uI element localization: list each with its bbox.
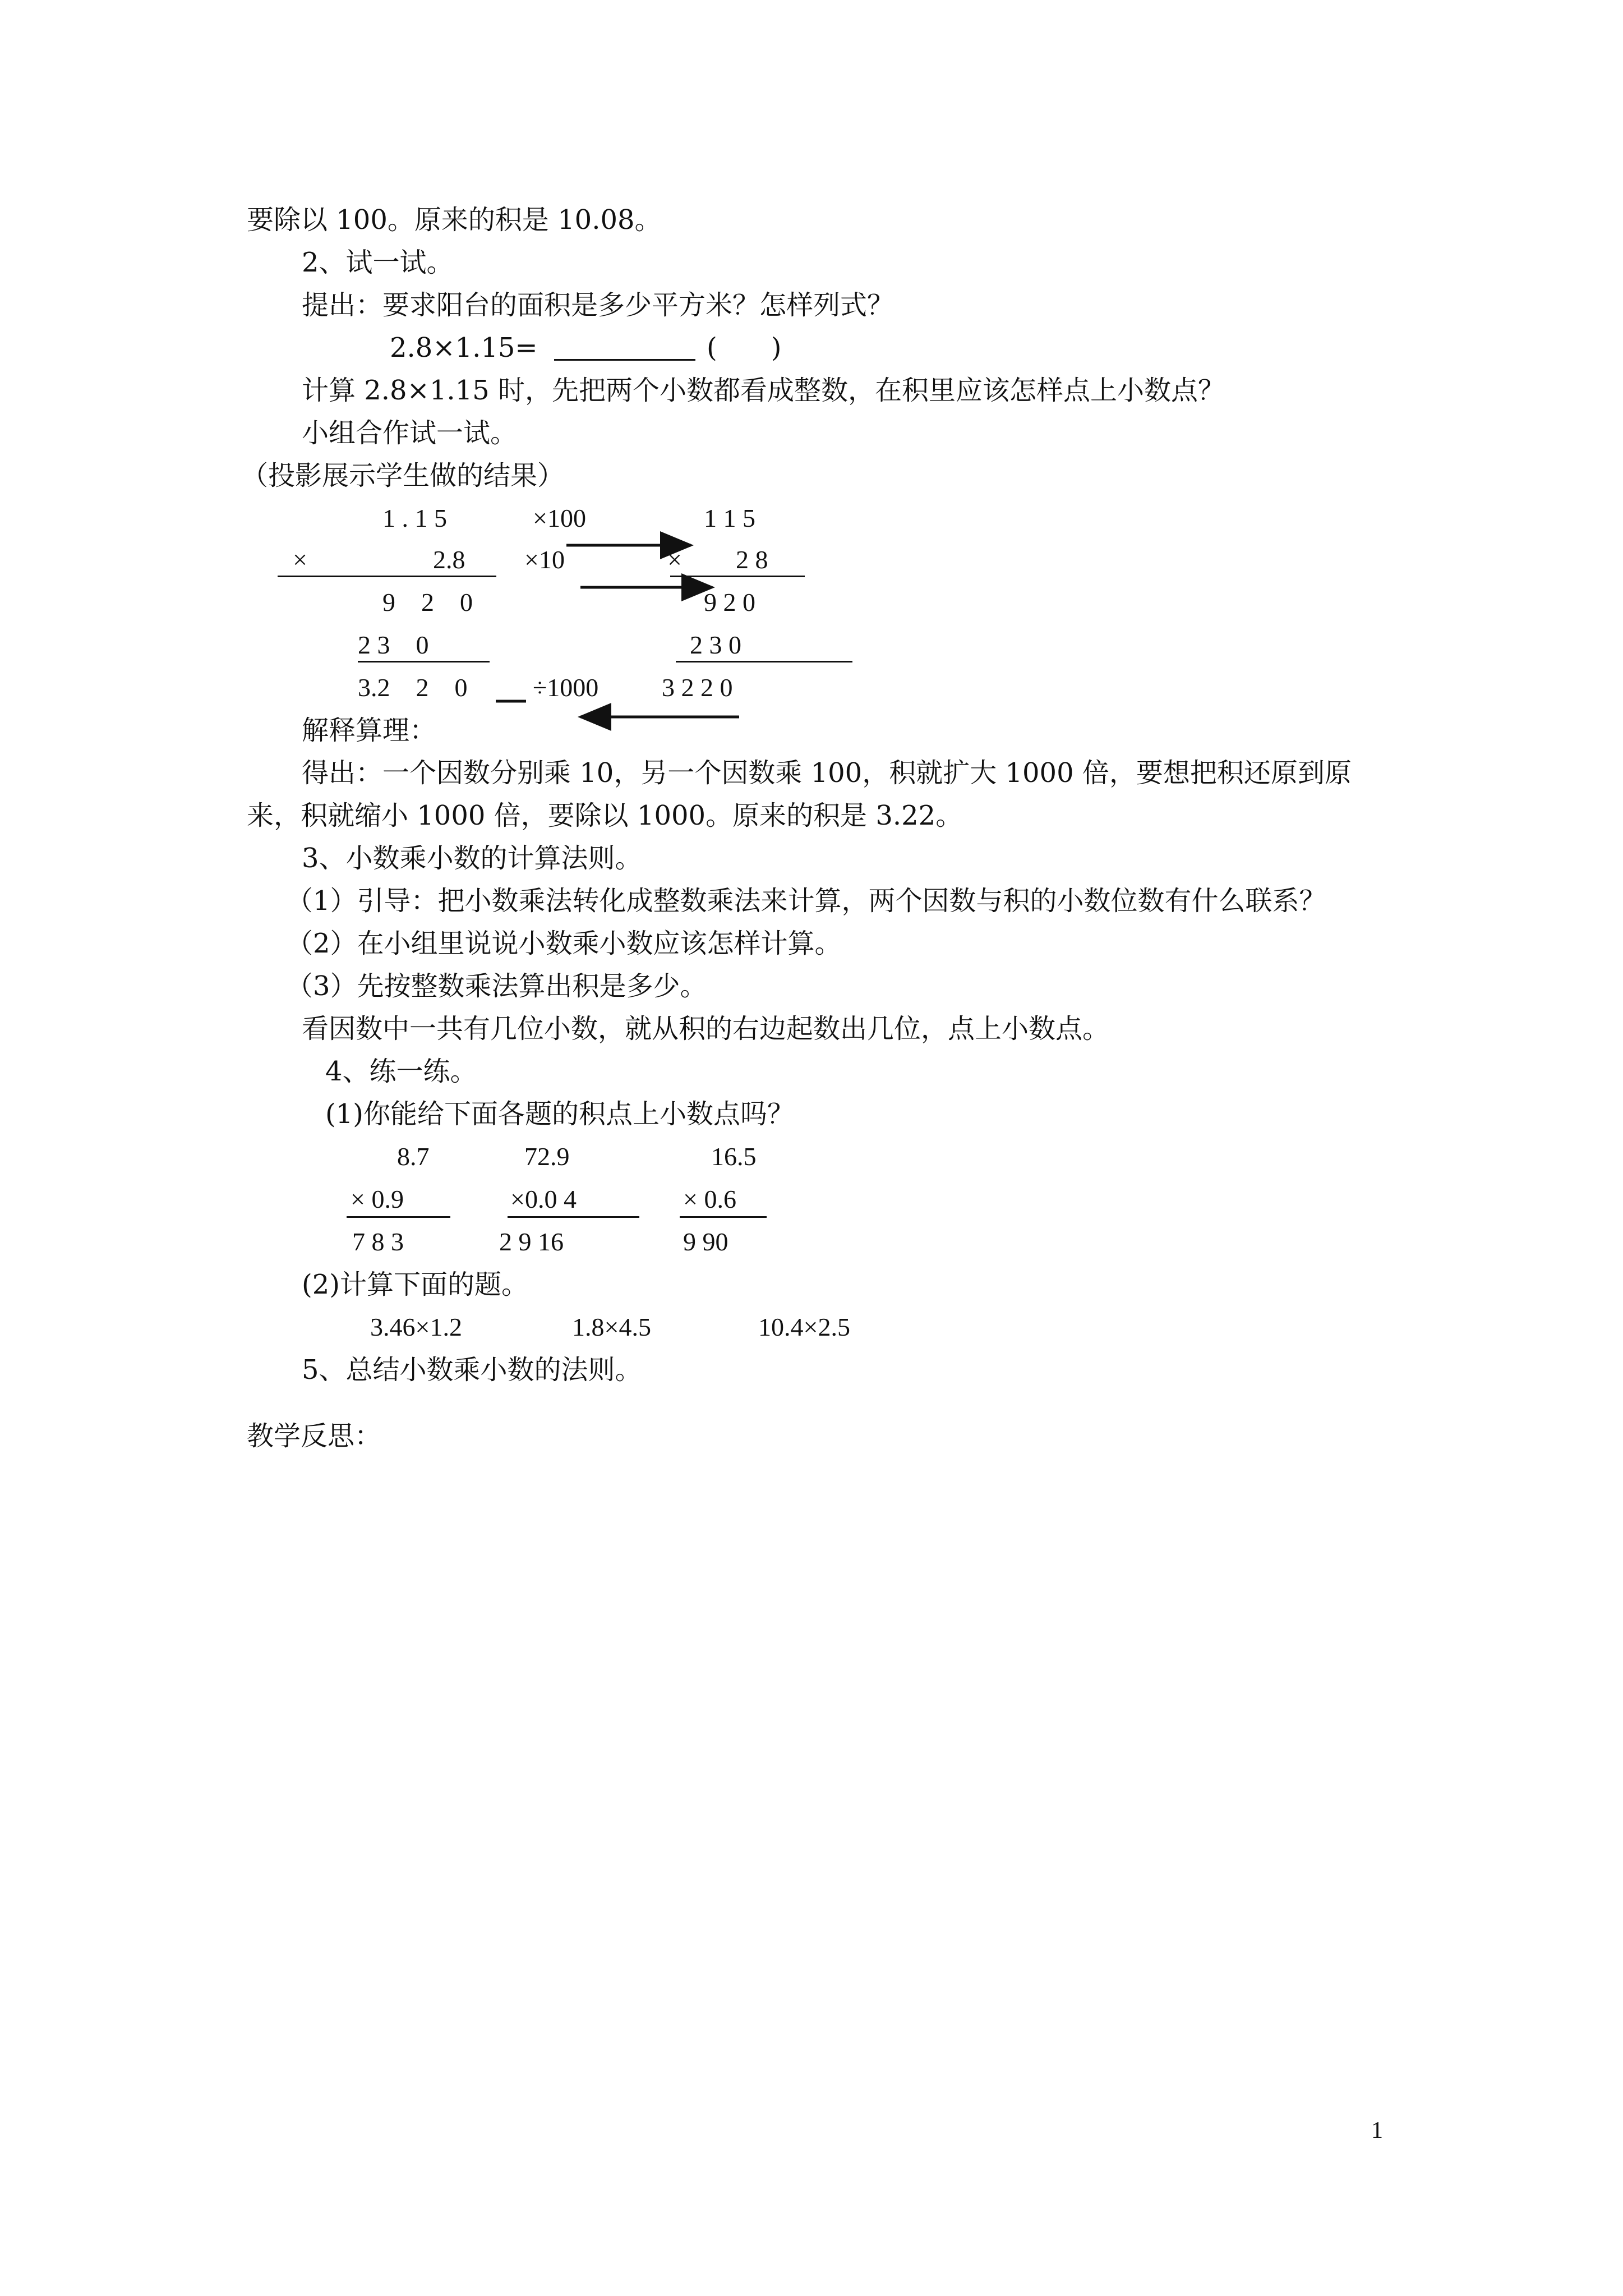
- text-line-practice-1: (1)你能给下面各题的积点上小数点吗？: [325, 1098, 794, 1130]
- right-times-sign: ×: [667, 545, 682, 574]
- page-number: 1: [1371, 2118, 1383, 2143]
- left-partial-2: 2 3 0: [358, 631, 429, 659]
- left-times-sign: ×: [293, 545, 307, 574]
- op-x10: ×10: [524, 545, 565, 574]
- section-heading-try: 2、试一试。: [302, 247, 454, 278]
- text-line-conclusion-1: 得出：一个因数分别乘 10，另一个因数乘 100，积就扩大 1000 倍，要想把积还原到原: [302, 757, 1352, 789]
- left-factor-b: 2.8: [433, 545, 465, 574]
- practice-2-product: 2 9 16: [499, 1227, 564, 1256]
- text-line-compute: 计算 2.8×1.15 时，先把两个小数都看成整数，在积里应该怎样点上小数点？: [302, 375, 1225, 406]
- practice-3-rule: [680, 1216, 767, 1218]
- text-line-projection: （投影展示学生做的结果）: [241, 460, 565, 491]
- left-partial-1: 9 2 0: [382, 588, 473, 616]
- practice-1-multiplier: × 0.9: [351, 1185, 404, 1213]
- op-divide-1000: ÷1000: [533, 673, 599, 702]
- left-factor-a: 1 . 1 5: [382, 504, 447, 532]
- practice-1-rule: [347, 1216, 450, 1218]
- practice-2-rule: [508, 1216, 639, 1218]
- unit-bracket: ( ): [707, 332, 782, 364]
- right-result: 3 2 2 0: [662, 673, 733, 702]
- practice-3-multiplier: × 0.6: [683, 1185, 736, 1213]
- practice-2-multiplier: ×0.0 4: [510, 1185, 577, 1213]
- right-factor-a: 1 1 5: [704, 504, 755, 532]
- expression-line: 2.8×1.15=: [390, 332, 538, 364]
- practice-1-factor: 8.7: [397, 1142, 430, 1171]
- section-heading-summary: 5、总结小数乘小数的法则。: [302, 1354, 642, 1386]
- section-heading-rule: 3、小数乘小数的计算法则。: [302, 843, 642, 874]
- text-line-guide-1: （1）引导：把小数乘法转化成整数乘法来计算，两个因数与积的小数位数有什么联系？: [286, 885, 1326, 917]
- text-line-explain: 解释算理：: [302, 715, 437, 746]
- text-line-guide-3: （3）先按整数乘法算出积是多少。: [286, 970, 707, 1002]
- practice-expr-1: 3.46×1.2: [370, 1313, 462, 1341]
- text-line-practice-2: (2)计算下面的题。: [302, 1269, 528, 1300]
- text-line-question: 提出：要求阳台的面积是多少平方米？怎样列式？: [302, 289, 895, 321]
- practice-3-product: 9 90: [683, 1227, 728, 1256]
- practice-expr-2: 1.8×4.5: [572, 1313, 651, 1341]
- right-factor-b: 2 8: [736, 545, 768, 574]
- text-line-conclusion-2: 来，积就缩小 1000 倍，要除以 1000。原来的积是 3.22。: [247, 800, 963, 831]
- right-partial-1: 9 2 0: [704, 588, 755, 616]
- text-line-1: 要除以 100。原来的积是 10.08。: [247, 204, 662, 236]
- practice-1-product: 7 8 3: [352, 1227, 404, 1256]
- left-result: 3.2 2 0: [358, 673, 468, 702]
- practice-3-factor: 16.5: [711, 1142, 757, 1171]
- section-heading-practice: 4、练一练。: [325, 1056, 477, 1087]
- text-line-group: 小组合作试一试。: [302, 417, 518, 449]
- text-line-guide-2: （2）在小组里说说小数乘小数应该怎样计算。: [286, 928, 842, 959]
- practice-expr-3: 10.4×2.5: [758, 1313, 850, 1341]
- text-line-reflection: 教学反思：: [247, 1420, 382, 1452]
- text-line-rule: 看因数中一共有几位小数，就从积的右边起数出几位，点上小数点。: [302, 1013, 1110, 1045]
- right-partial-2: 2 3 0: [690, 631, 741, 659]
- practice-2-factor: 72.9: [524, 1142, 570, 1171]
- op-x100: ×100: [533, 504, 586, 532]
